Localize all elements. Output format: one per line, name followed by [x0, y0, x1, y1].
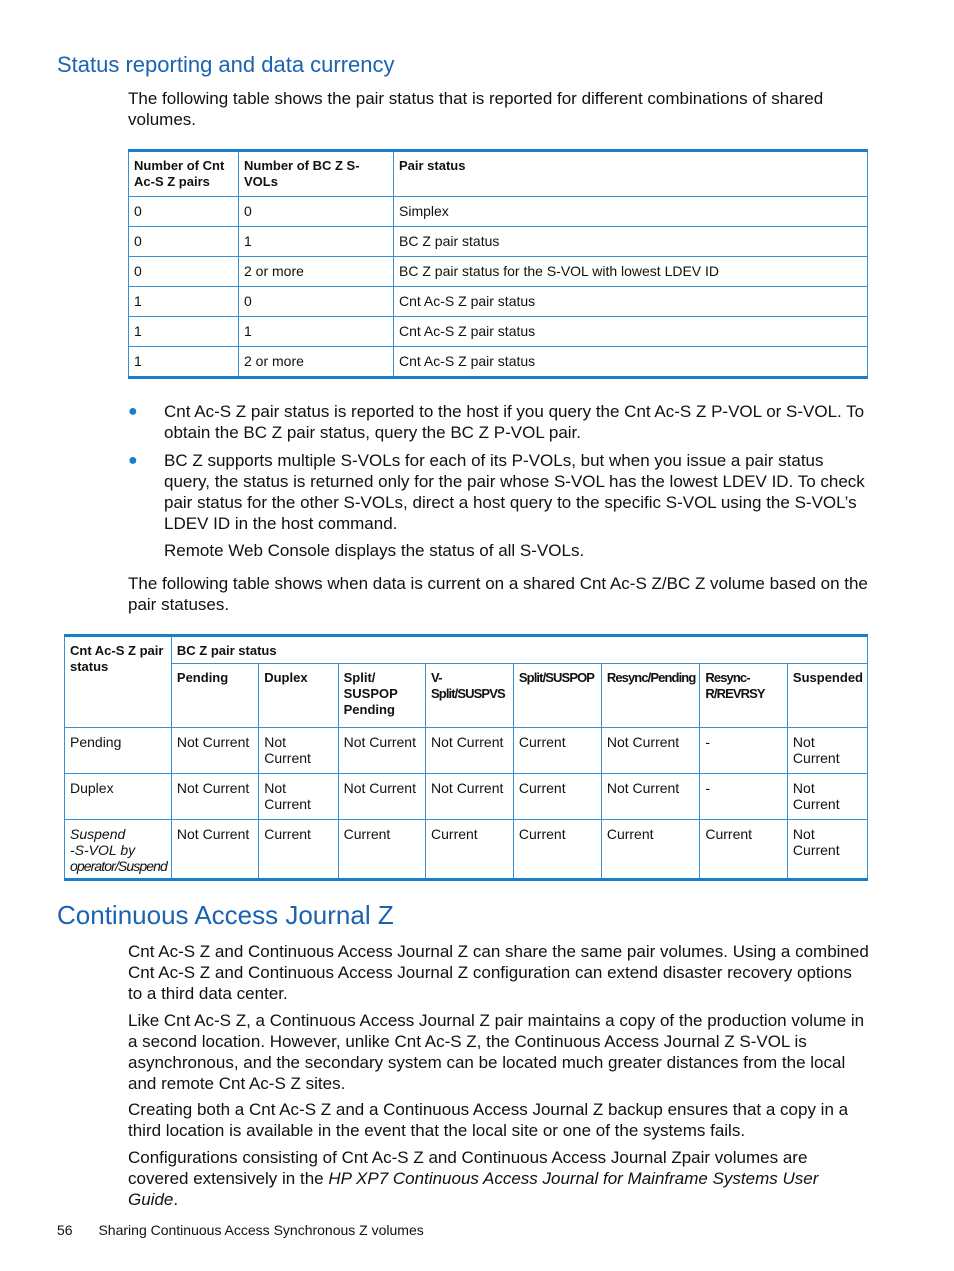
table-header-cell: Split/ SUSPOP Pending — [338, 664, 425, 728]
table-header-cell: Pair status — [394, 151, 868, 197]
table-cell: Not Current — [259, 774, 338, 820]
table-cell: Current — [259, 820, 338, 880]
table-header-cell: Cnt Ac-S Z pair status — [65, 636, 172, 728]
table-cell: Cnt Ac-S Z pair status — [394, 347, 868, 378]
table-cell: Not Current — [787, 728, 867, 774]
table-cell: Current — [513, 774, 601, 820]
table-cell: 0 — [129, 257, 239, 287]
table-row — [129, 227, 868, 257]
page-footer — [57, 1222, 424, 1238]
table-header-cell: Pending — [171, 664, 258, 728]
table-cell: Cnt Ac-S Z pair status — [394, 317, 868, 347]
table-cell: Not Current — [338, 774, 425, 820]
table-cell: Not Current — [601, 728, 700, 774]
table-row — [65, 774, 868, 820]
table-header-cell: Number of BC Z S-VOLs — [239, 151, 394, 197]
table-cell: Current — [513, 728, 601, 774]
table-header-cell: Resync/Pending — [601, 664, 700, 728]
table-header-cell: V-Split/SUSPVS — [426, 664, 514, 728]
table-cell: Pending — [65, 728, 172, 774]
table-cell: 1 — [129, 347, 239, 378]
table-cell: - — [700, 728, 788, 774]
table-cell: Not Current — [171, 774, 258, 820]
table-cell: 0 — [129, 227, 239, 257]
table-cell: Current — [338, 820, 425, 880]
table-cell: 2 or more — [239, 347, 394, 378]
body-text: Configurations consisting of Cnt Ac-S Z and Continuous Access Journal Zpair volumes are covered extensively in the — [128, 1148, 808, 1188]
bullet-icon: ● — [128, 452, 138, 469]
data-currency-table — [64, 634, 868, 881]
table-row — [65, 820, 868, 880]
table-row — [129, 257, 868, 287]
table-cell: 1 — [129, 287, 239, 317]
table-row — [65, 728, 868, 774]
table-cell: Not Current — [787, 774, 867, 820]
table-cell: Not Current — [171, 728, 258, 774]
bullet-note: Remote Web Console displays the status of all S-VOLs. — [164, 541, 585, 560]
table-cell: Current — [601, 820, 700, 880]
table-cell: Not Current — [338, 728, 425, 774]
table-cell — [65, 820, 172, 880]
table-cell: 2 or more — [239, 257, 394, 287]
intro-paragraph: The following table shows the pair status that is reported for different combinations of shared volumes. — [128, 89, 824, 129]
table-cell: BC Z pair status for the S-VOL with lowest LDEV ID — [394, 257, 868, 287]
table-cell: Current — [426, 820, 514, 880]
row-label-line: operator/Suspend — [70, 858, 167, 874]
table-cell: Not Current — [426, 728, 514, 774]
guide-title: HP XP7 Continuous Access Journal for Mainframe Systems User Guide — [128, 1169, 819, 1209]
body-text: . — [173, 1190, 179, 1209]
table-cell: 0 — [239, 197, 394, 227]
table-row — [129, 287, 868, 317]
table-cell: 1 — [239, 317, 394, 347]
table-cell: 0 — [239, 287, 394, 317]
body-paragraph: Cnt Ac-S Z and Continuous Access Journal Z can share the same pair volumes. Using a combined Cnt Ac-S Z and Continuous Access Journal Z configuration can extend disaster recovery options to a third data center. — [128, 942, 869, 1003]
body-paragraph: Like Cnt Ac-S Z, a Continuous Access Journal Z pair maintains a copy of the production volume in a second location. However, unlike Cnt Ac-S Z, the Continuous Access Journal Z S-VOL is asynchronous, and the secondary system can be located much greater distances from the local and remote Cnt Ac-S Z sites. — [128, 1011, 865, 1093]
table-header-cell: Resync-R/REVRSY — [700, 664, 788, 728]
table-header-cell: BC Z pair status — [171, 636, 867, 664]
table-header-cell: Split/SUSPOP — [513, 664, 601, 728]
table-header-cell: Duplex — [259, 664, 338, 728]
table-cell: BC Z pair status — [394, 227, 868, 257]
table-cell: Current — [513, 820, 601, 880]
table-header-row — [65, 636, 868, 664]
table-header-cell: Number of Cnt Ac-S Z pairs — [129, 151, 239, 197]
section-heading-status-reporting: Status reporting and data currency — [57, 52, 395, 77]
table-cell: Not Current — [787, 820, 867, 880]
table-cell: 0 — [129, 197, 239, 227]
footer-title: Sharing Continuous Access Synchronous Z volumes — [98, 1222, 424, 1238]
table-cell: - — [700, 774, 788, 820]
table-row — [129, 197, 868, 227]
table-cell: Not Current — [601, 774, 700, 820]
table-header-row — [65, 664, 868, 728]
pair-status-table — [128, 149, 868, 379]
table-cell: Not Current — [171, 820, 258, 880]
table-header-row — [129, 151, 868, 197]
page-number: 56 — [57, 1222, 73, 1238]
table-cell: Current — [700, 820, 788, 880]
table-cell: 1 — [239, 227, 394, 257]
intro-paragraph-2: The following table shows when data is current on a shared Cnt Ac-S Z/BC Z volume based on the pair statuses. — [128, 574, 868, 614]
section-heading-continuous-access-journal: Continuous Access Journal Z — [57, 900, 394, 930]
table-header-cell: Suspended — [787, 664, 867, 728]
table-cell: Cnt Ac-S Z pair status — [394, 287, 868, 317]
list-item — [128, 450, 870, 534]
bullet-text: BC Z supports multiple S-VOLs for each of its P-VOLs, but when you issue a pair status query, the status is returned only for the pair whose S-VOL has the lowest LDEV ID. To check pair status for the other S-VOLs, direct a host query to the specific S-VOL using the S-VOL’s LDEV ID in the host command. — [164, 451, 865, 533]
notes-bullet-list — [128, 401, 870, 541]
row-label-line: Suspend — [70, 826, 126, 842]
table-cell: Duplex — [65, 774, 172, 820]
row-label-line: -S-VOL by — [70, 842, 136, 858]
bullet-text: Cnt Ac-S Z pair status is reported to the host if you query the Cnt Ac-S Z P-VOL or S-VOL. To obtain the BC Z pair status, query the BC Z P-VOL pair. — [164, 402, 865, 442]
body-paragraph: Creating both a Cnt Ac-S Z and a Continuous Access Journal Z backup ensures that a copy in a third location is available in the event that the local site or one of the systems fails. — [128, 1100, 849, 1140]
bullet-icon: ● — [128, 403, 138, 420]
table-row — [129, 317, 868, 347]
table-cell: Simplex — [394, 197, 868, 227]
list-item — [128, 401, 870, 443]
body-paragraph — [128, 1147, 870, 1210]
table-cell: Not Current — [259, 728, 338, 774]
table-cell: Not Current — [426, 774, 514, 820]
table-cell: 1 — [129, 317, 239, 347]
table-row — [129, 347, 868, 378]
